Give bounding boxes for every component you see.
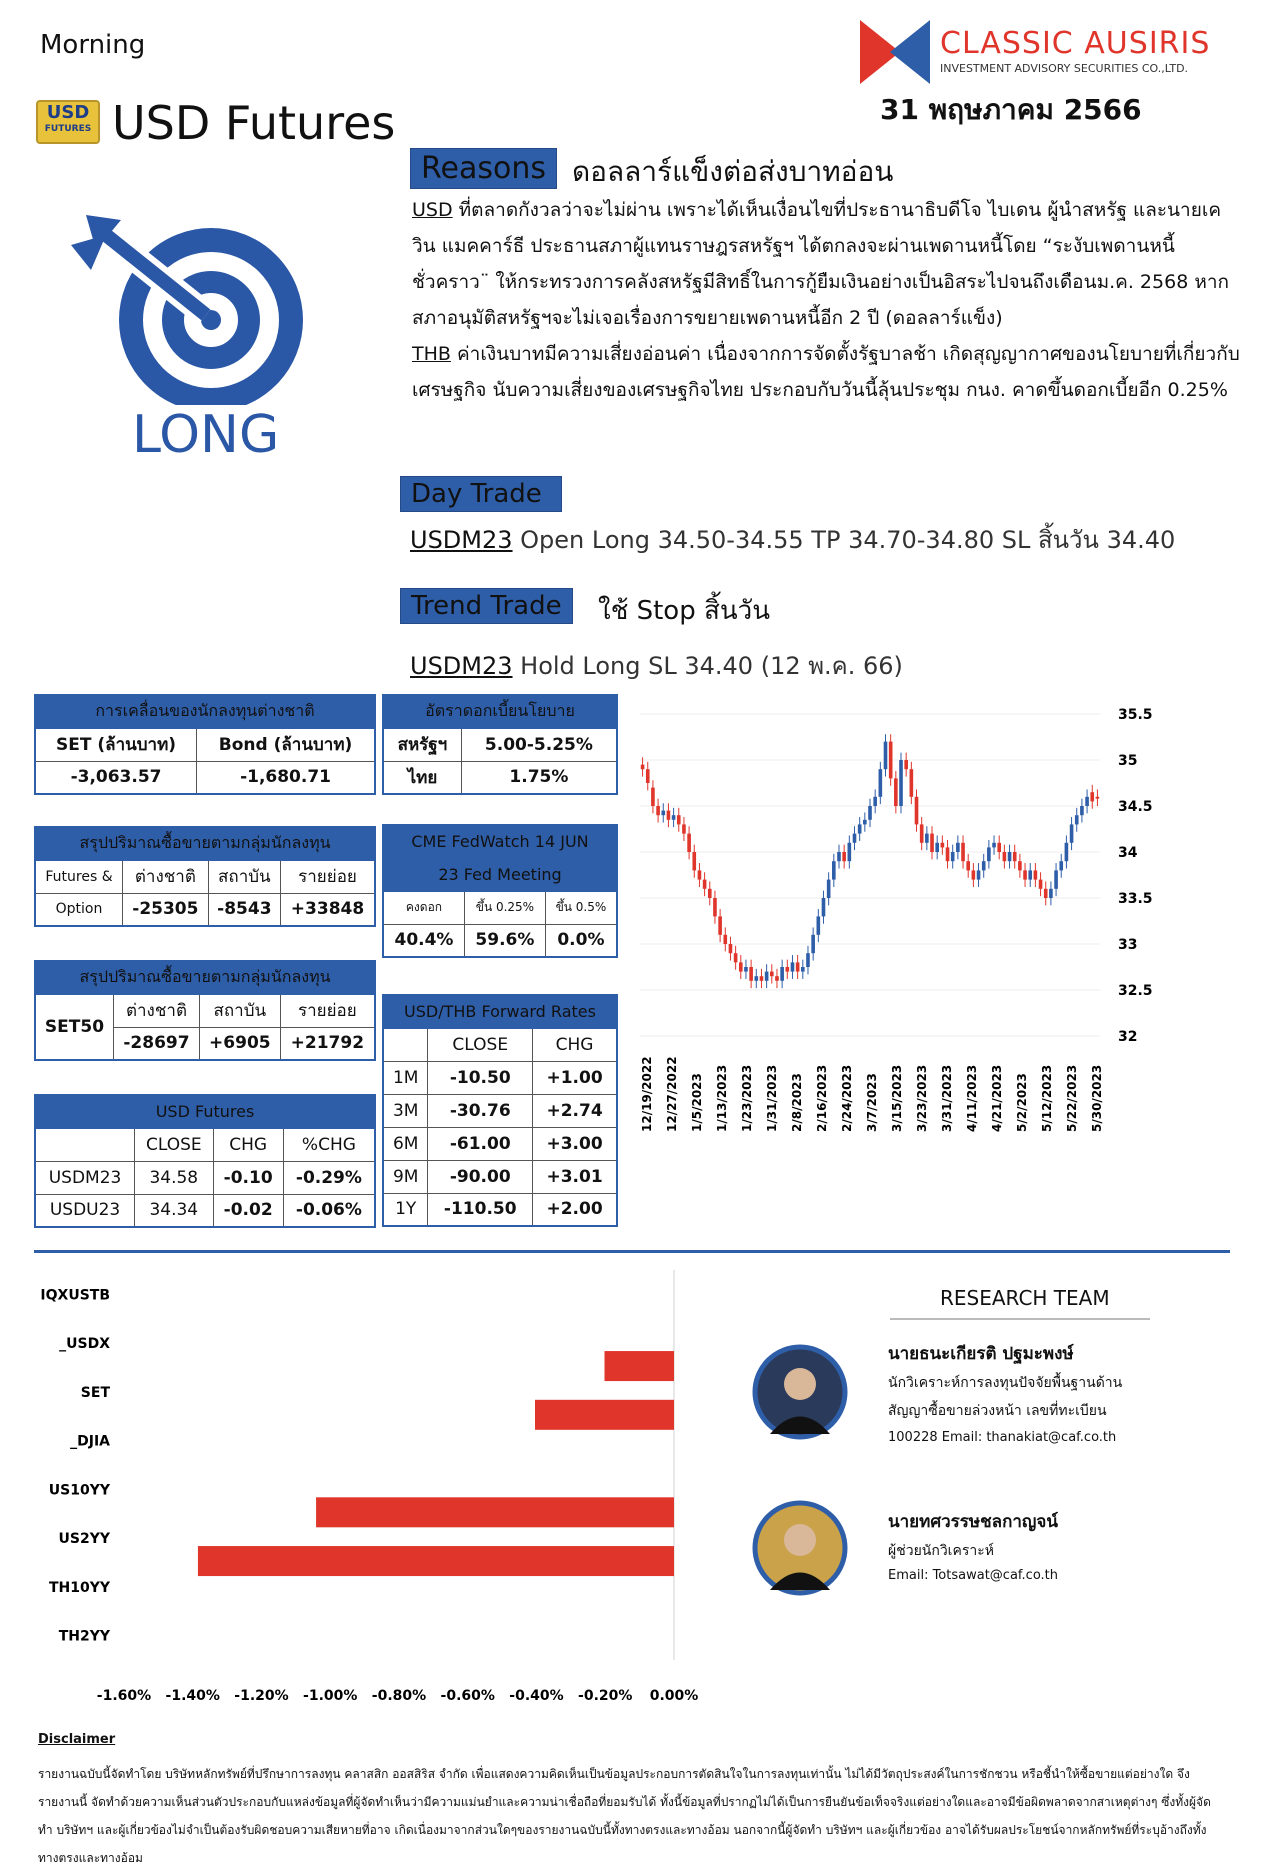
reasons-body <box>412 192 1242 408</box>
forward-chg: +2.74 <box>533 1094 617 1127</box>
policy-r1-label: สหรัฐฯ <box>383 728 461 761</box>
fedwatch-title2: 23 Fed Meeting <box>383 858 617 891</box>
y-tick-label: 32.5 <box>1118 983 1153 999</box>
forward-chg: +1.00 <box>533 1061 617 1094</box>
foreign-flow-col2: Bond (ล้านบาท) <box>197 728 375 761</box>
candle-body <box>961 843 965 861</box>
candle-body <box>1013 852 1017 861</box>
x-tick-label: -1.00% <box>303 1688 358 1704</box>
candle-body <box>754 976 758 981</box>
researcher-2-line2: Email: Totsawat@caf.co.th <box>888 1568 1059 1583</box>
signal-long: LONG <box>132 405 280 465</box>
candle-body <box>1034 870 1038 879</box>
set50-title: สรุปปริมาณซื้อขายตามกลุ่มนักลงทุน <box>35 961 375 994</box>
x-tick-label: 12/27/2022 <box>665 1056 679 1132</box>
table-row <box>35 1194 375 1227</box>
candle-body <box>832 861 836 879</box>
logo-futures-text: FUTURES <box>44 124 92 134</box>
table-row <box>383 1061 617 1094</box>
forward-close: -10.50 <box>428 1061 533 1094</box>
y-tick-label: 33.5 <box>1118 891 1153 907</box>
candle-body <box>941 843 945 848</box>
candle-body <box>739 962 743 971</box>
set50-h3: รายย่อย <box>280 994 375 1027</box>
fedwatch-table <box>382 824 618 958</box>
fedwatch-h1: คงดอก <box>383 891 464 924</box>
candle-body <box>749 967 753 981</box>
candle-body <box>848 843 852 861</box>
candle-body <box>842 852 846 861</box>
forward-tenor: 6M <box>383 1127 428 1160</box>
researcher-1-line2: สัญญาซื้อขายล่วงหน้า เลขที่ทะเบียน <box>888 1403 1107 1419</box>
uf-close: 34.34 <box>135 1194 213 1227</box>
table-row <box>383 1094 617 1127</box>
forward-tenor: 1M <box>383 1061 428 1094</box>
y-tick-label: 35 <box>1118 753 1138 769</box>
x-tick-label: -1.20% <box>234 1688 289 1704</box>
candle-body <box>925 834 929 843</box>
disclaimer-title: Disclaimer <box>38 1732 116 1747</box>
uf-chg: -0.02 <box>213 1194 283 1227</box>
fo-h1: ต่างชาติ <box>123 860 209 893</box>
report-date: 31 พฤษภาคม 2566 <box>880 93 1142 126</box>
candle-body <box>734 953 738 962</box>
x-tick-label: 2/8/2023 <box>790 1073 804 1132</box>
morning-label: Morning <box>40 30 146 60</box>
candle-body <box>1070 824 1074 842</box>
candle-body <box>698 870 702 879</box>
uf-pct: -0.29% <box>283 1161 375 1194</box>
candle-body <box>827 880 831 898</box>
candle-body <box>723 935 727 944</box>
usd-futures-table-title: USD Futures <box>35 1095 375 1128</box>
set50-v1: -28697 <box>113 1027 199 1060</box>
candle-body <box>770 972 774 977</box>
trend-trade-symbol: USDM23 <box>410 652 513 680</box>
trend-trade-line <box>410 646 903 685</box>
candle-body <box>1028 870 1032 879</box>
forward-h1: CLOSE <box>428 1028 533 1061</box>
candle-body <box>1054 870 1058 888</box>
set50-h1: ต่างชาติ <box>113 994 199 1027</box>
candle-body <box>868 806 872 820</box>
forward-close: -110.50 <box>428 1193 533 1226</box>
candle-body <box>1080 806 1084 815</box>
candle-body <box>879 769 883 797</box>
x-tick-label: 2/24/2023 <box>840 1064 854 1132</box>
avatar <box>752 1344 848 1440</box>
candle-body <box>992 843 996 848</box>
fedwatch-v3: 0.0% <box>545 924 617 957</box>
bar <box>316 1497 674 1527</box>
candle-body <box>837 852 841 861</box>
candle-body <box>687 834 691 852</box>
set50-v2: +6905 <box>199 1027 280 1060</box>
forward-chg: +3.01 <box>533 1160 617 1193</box>
forward-chg: +3.00 <box>533 1127 617 1160</box>
x-tick-label: 3/7/2023 <box>865 1073 879 1132</box>
candle-body <box>1023 870 1027 879</box>
trend-trade-tag: Trend Trade <box>400 588 573 624</box>
candle-body <box>889 742 893 779</box>
x-tick-label: 5/30/2023 <box>1090 1064 1104 1132</box>
reasons-tag: Reasons <box>410 148 557 189</box>
day-trade-symbol: USDM23 <box>410 526 513 554</box>
candle-body <box>822 898 826 916</box>
x-tick-label: 1/23/2023 <box>740 1064 754 1132</box>
research-title-underline <box>890 1318 1150 1320</box>
candle-body <box>646 769 650 783</box>
candle-body <box>1018 861 1022 870</box>
candle-body <box>651 788 655 806</box>
candle-body <box>817 916 821 934</box>
foreign-flow-v2: -1,680.71 <box>197 761 375 794</box>
x-tick-label: -1.40% <box>165 1688 220 1704</box>
thb-text: ค่าเงินบาทมีความเสี่ยงอ่อนค่า เนื่องจากการจัดตั้งรัฐบาลช้า เกิดสุญญากาศของนโยบายที่เกี่ยวกับเศรษฐกิจ นับความเสี่ยงของเศรษฐกิจไทย ประกอบกับวันนี้ลุ้นประชุม กนง. คาดขึ้นดอกเบี้ยอีก 0.25% <box>412 343 1240 401</box>
uf-h2: CHG <box>213 1128 283 1161</box>
forward-h2: CHG <box>533 1028 617 1061</box>
candle-body <box>1090 792 1094 801</box>
usd-key: USD <box>412 199 453 221</box>
bar-category-label: SET <box>80 1384 110 1401</box>
candle-body <box>982 861 986 870</box>
brand-logo-icon <box>860 20 930 84</box>
candle-body <box>641 765 645 770</box>
foreign-flow-table <box>34 694 376 795</box>
candle-body <box>785 967 789 972</box>
candle-body <box>920 824 924 842</box>
candle-body <box>682 824 686 833</box>
candle-body <box>930 834 934 852</box>
candle-body <box>672 815 676 820</box>
y-tick-label: 35.5 <box>1118 707 1153 723</box>
candle-body <box>987 847 991 861</box>
x-tick-label: 4/11/2023 <box>965 1064 979 1132</box>
bar <box>605 1351 675 1381</box>
forward-chg: +2.00 <box>533 1193 617 1226</box>
y-tick-label: 34 <box>1118 845 1138 861</box>
usd-text: ที่ตลาดกังวลว่าจะไม่ผ่าน เพราะได้เห็นเงื่อนไขที่ประธานาธิบดีโจ ไบเดน ผู้นำสหรัฐ และนายเควิน แมคคาร์ธี ประธานสภาผู้แทนราษฎรสหรัฐฯ ได้ตกลงจะผ่านเพดานหนี้โดย “ระงับเพดานหนี้ชั่วคราว¨ ให้กระทรวงการคลังสหรัฐมีสิทธิ์ในการกู้ยืมเงินอย่างเป็นอิสระไปจนถึงเดือนม.ค. 2568 หากสภาอนุมัติสหรัฐฯจะไม่เจอเรื่องการขยายเพดานหนี้อีก 2 ปี (ดอลลาร์แข็ง) <box>412 199 1230 329</box>
brand-name: CLASSIC AUSIRIS <box>940 26 1211 61</box>
x-tick-label: 1/31/2023 <box>765 1064 779 1132</box>
researcher-1-line3: 100228 Email: thanakiat@caf.co.th <box>888 1430 1117 1445</box>
foreign-flow-v1: -3,063.57 <box>35 761 197 794</box>
forward-rates-table <box>382 994 618 1227</box>
bar <box>198 1546 674 1576</box>
candle-body <box>1044 889 1048 898</box>
table-row <box>383 1193 617 1226</box>
x-tick-label: 2/16/2023 <box>815 1064 829 1132</box>
candle-body <box>853 834 857 843</box>
candle-body <box>765 972 769 981</box>
forward-title: USD/THB Forward Rates <box>383 995 617 1028</box>
fo-summary-title: สรุปปริมาณซื้อขายตามกลุ่มนักลงทุน <box>35 827 375 860</box>
candle-body <box>966 861 970 870</box>
logo-usd-text: USD <box>46 102 90 123</box>
candle-body <box>997 843 1001 852</box>
fedwatch-h2: ขึ้น 0.25% <box>464 891 545 924</box>
uf-h1: CLOSE <box>135 1128 213 1161</box>
researcher-1-name: นายธนะเกียรติ ปฐมะพงษ์ <box>888 1344 1074 1364</box>
disclaimer-text: รายงานฉบับนี้จัดทำโดย บริษัทหลักทรัพย์ที่ปรึกษาการลงทุน คลาสสิก ออสสิริส จำกัด เพื่อแสดงความคิดเห็นเป็นข้อมูลประกอบการตัดสินใจในการลงทุนเท่านั้น ไม่ได้มีวัตถุประสงค์ในการชักชวน หรือชี้นำให้ซื้อขายแต่อย่างใด จึงรายงานนี้ จัดทำด้วยความเห็นส่วนตัวประกอบกับแหล่งข้อมูลที่ผู้จัดทำเห็นว่ามีความแม่นยำและความน่าเชื่อถือที่ยอมรับได้ ทั้งนี้ข้อมูลที่ปรากฏไม่ได้เป็นการยืนยันข้อเท็จจริงแต่อย่างใดและอาจมีข้อผิดพลาดจากสาเหตุต่างๆ ซึ่งทั้งผู้จัดทำ บริษัทฯ และผู้เกี่ยวข้องไม่จำเป็นต้องรับผิดชอบความเสียหายที่อาจ เกิดเนื่องมาจากส่วนใดๆของรายงานฉบับนี้ทั้งทางตรงและทางอ้อม นอกจากนี้ผู้จัดทำ บริษัทฯ และผู้เกี่ยวข้อง อาจได้รับผลประโยชน์จากหลักทรัพย์ที่ระบุอ้างถึงทั้งทางตรงและทางอ้อม <box>38 1767 1211 1865</box>
researcher-1-line1: นักวิเคราะห์การลงทุนปัจจัยพื้นฐานด้าน <box>888 1375 1123 1391</box>
candle-body <box>656 806 660 815</box>
reasons-headline: ดอลลาร์แข็งต่อส่งบาทอ่อน <box>572 155 894 188</box>
candle-body <box>780 967 784 981</box>
x-tick-label: 5/12/2023 <box>1040 1064 1054 1132</box>
trend-trade-note: ใช้ Stop สิ้นวัน <box>598 596 770 626</box>
uf-pct: -0.06% <box>283 1194 375 1227</box>
y-tick-label: 32 <box>1118 1029 1138 1045</box>
candle-body <box>1049 889 1053 898</box>
day-trade-tag: Day Trade <box>400 476 562 512</box>
set50-rowlabel: SET50 <box>35 994 113 1060</box>
x-tick-label: 5/2/2023 <box>1015 1073 1029 1132</box>
set50-summary-table <box>34 960 376 1061</box>
avatar <box>752 1500 848 1596</box>
table-row <box>383 1127 617 1160</box>
x-tick-label: -0.60% <box>440 1688 495 1704</box>
bar-chart <box>34 1270 714 1710</box>
x-tick-label: 1/13/2023 <box>715 1064 729 1132</box>
candle-body <box>1075 815 1079 824</box>
candle-body <box>935 843 939 852</box>
uf-symbol: USDM23 <box>35 1161 135 1194</box>
table-row <box>383 1160 617 1193</box>
forward-tenor: 1Y <box>383 1193 428 1226</box>
candle-body <box>1085 797 1089 806</box>
candlestick-chart <box>640 700 1190 1140</box>
x-tick-label: -0.20% <box>578 1688 633 1704</box>
candle-body <box>1096 797 1100 799</box>
thb-key: THB <box>412 343 451 365</box>
policy-r2-value: 1.75% <box>461 761 617 794</box>
x-tick-label: 3/23/2023 <box>915 1064 929 1132</box>
fedwatch-h3: ขึ้น 0.5% <box>545 891 617 924</box>
candle-body <box>910 769 914 797</box>
y-tick-label: 33 <box>1118 937 1138 953</box>
forward-tenor: 3M <box>383 1094 428 1127</box>
candle-body <box>873 797 877 806</box>
set50-v3: +21792 <box>280 1027 375 1060</box>
x-tick-label: 0.00% <box>649 1688 699 1704</box>
forward-tenor: 9M <box>383 1160 428 1193</box>
foreign-flow-col1: SET (ล้านบาท) <box>35 728 197 761</box>
candle-body <box>977 870 981 879</box>
candle-body <box>791 962 795 971</box>
bar-category-label: TH10YY <box>48 1579 110 1596</box>
candle-body <box>1039 880 1043 889</box>
bar-category-label: US2YY <box>58 1531 110 1548</box>
uf-symbol: USDU23 <box>35 1194 135 1227</box>
fo-summary-table <box>34 826 376 927</box>
candle-body <box>796 962 800 971</box>
usd-futures-logo <box>36 100 100 144</box>
set50-h2: สถาบัน <box>199 994 280 1027</box>
candle-body <box>1003 852 1007 861</box>
candle-body <box>884 742 888 770</box>
candle-body <box>661 811 665 816</box>
candle-body <box>806 953 810 967</box>
usd-futures-table <box>34 1094 376 1228</box>
x-tick-label: 4/21/2023 <box>990 1064 1004 1132</box>
x-tick-label: -0.40% <box>509 1688 564 1704</box>
x-tick-label: 3/15/2023 <box>890 1064 904 1132</box>
candle-body <box>951 852 955 861</box>
candle-body <box>946 847 950 861</box>
fo-h2: สถาบัน <box>208 860 280 893</box>
fo-v1: -25305 <box>123 893 209 926</box>
x-tick-label: -1.60% <box>96 1688 152 1704</box>
x-tick-label: 5/22/2023 <box>1065 1064 1079 1132</box>
y-tick-label: 34.5 <box>1118 799 1153 815</box>
bar-category-label: _DJIA <box>70 1433 110 1450</box>
candle-body <box>708 889 712 898</box>
policy-rate-title: อัตราดอกเบี้ยนโยบาย <box>383 695 617 728</box>
candle-body <box>760 976 764 981</box>
target-icon <box>66 205 316 405</box>
candle-body <box>858 824 862 833</box>
candle-body <box>915 797 919 825</box>
uf-close: 34.58 <box>135 1161 213 1194</box>
candle-body <box>1059 861 1063 870</box>
candle-body <box>956 843 960 852</box>
uf-h3: %CHG <box>283 1128 375 1161</box>
candle-body <box>744 967 748 972</box>
fo-h3: รายย่อย <box>280 860 375 893</box>
page-title: USD Futures <box>112 96 396 150</box>
fedwatch-v1: 40.4% <box>383 924 464 957</box>
candle-body <box>703 880 707 889</box>
day-trade-text: Open Long 34.50-34.55 TP 34.70-34.80 SL สิ้นวัน 34.40 <box>512 526 1176 554</box>
bar-category-label: TH2YY <box>58 1628 110 1645</box>
fo-v2: -8543 <box>208 893 280 926</box>
brand-subtitle: INVESTMENT ADVISORY SECURITIES CO.,LTD. <box>940 62 1189 75</box>
candle-body <box>801 967 805 972</box>
foreign-flow-title: การเคลื่อนของนักลงทุนต่างชาติ <box>35 695 375 728</box>
research-title: RESEARCH TEAM <box>940 1286 1110 1310</box>
candle-body <box>713 898 717 916</box>
x-tick-label: 1/5/2023 <box>690 1073 704 1132</box>
candle-body <box>811 935 815 953</box>
policy-rate-table <box>382 694 618 795</box>
fo-v3: +33848 <box>280 893 375 926</box>
candle-body <box>904 760 908 769</box>
forward-close: -90.00 <box>428 1160 533 1193</box>
researcher-2-line1: ผู้ช่วยนักวิเคราะห์ <box>888 1543 994 1559</box>
candle-body <box>1065 843 1069 861</box>
policy-r2-label: ไทย <box>383 761 461 794</box>
candle-body <box>775 976 779 981</box>
fedwatch-v2: 59.6% <box>464 924 545 957</box>
x-tick-label: 12/19/2022 <box>640 1056 654 1132</box>
day-trade-line <box>410 520 1175 559</box>
fedwatch-title1: CME FedWatch 14 JUN <box>383 825 617 858</box>
bar-category-label: US10YY <box>48 1482 110 1499</box>
candle-body <box>718 916 722 934</box>
bar-category-label: IQXUSTB <box>40 1287 110 1304</box>
uf-chg: -0.10 <box>213 1161 283 1194</box>
candle-body <box>677 815 681 824</box>
forward-close: -30.76 <box>428 1094 533 1127</box>
candle-body <box>899 760 903 806</box>
fo-rowlabel-2: Option <box>35 893 123 926</box>
candle-body <box>729 944 733 953</box>
section-divider <box>34 1250 1230 1253</box>
x-tick-label: 3/31/2023 <box>940 1064 954 1132</box>
trend-trade-text: Hold Long SL 34.40 (12 พ.ค. 66) <box>512 652 903 680</box>
researcher-2-name: นายทศวรรษชลกาญจน์ <box>888 1512 1058 1532</box>
policy-r1-value: 5.00-5.25% <box>461 728 617 761</box>
candle-body <box>894 778 898 806</box>
table-row <box>35 1161 375 1194</box>
candle-body <box>667 811 671 820</box>
forward-close: -61.00 <box>428 1127 533 1160</box>
fo-rowlabel-1: Futures & <box>35 860 123 893</box>
bar <box>535 1400 674 1430</box>
candle-body <box>972 870 976 879</box>
bar-category-label: _USDX <box>59 1336 110 1353</box>
candle-body <box>692 852 696 870</box>
candle-body <box>863 820 867 825</box>
x-tick-label: -0.80% <box>371 1688 427 1704</box>
candle-body <box>1008 852 1012 861</box>
